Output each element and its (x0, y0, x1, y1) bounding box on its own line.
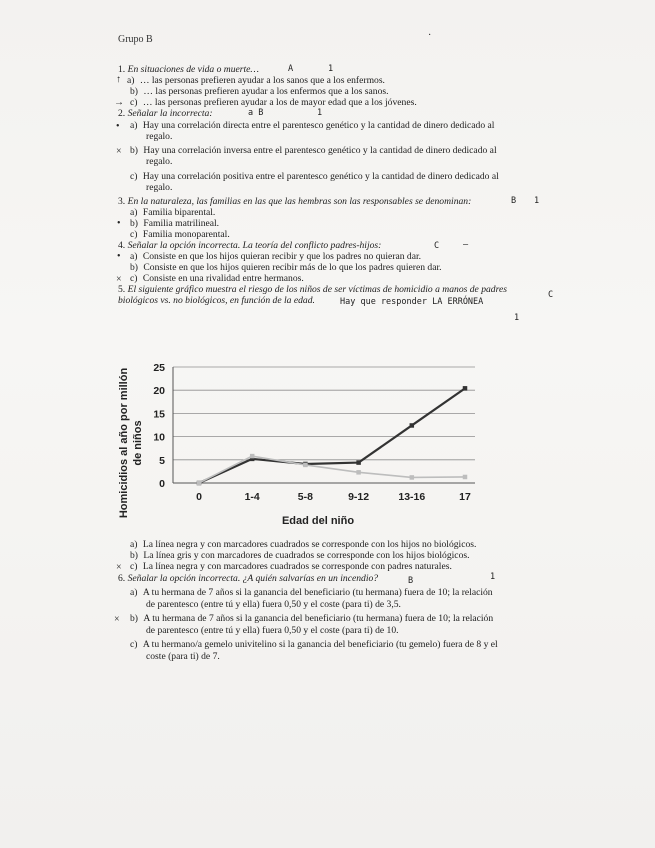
q2-handwritten-answer: a B (248, 108, 264, 118)
question-3: 3. En la naturaleza, las familias en las que las hembras son las responsables se denominan: (118, 196, 472, 207)
x-tick-label-9-12: 9-12 (348, 491, 370, 503)
q5-handwritten-note: Hay que responder LA ERRÓNEA (340, 297, 484, 307)
q5-option-c: c) La línea negra y con marcadores cuadrados se corresponde con padres naturales. (130, 561, 452, 572)
q1-option-a-mark: ↑ (116, 74, 121, 85)
x-tick-label-1-4: 1-4 (244, 491, 260, 503)
q1-option-b: b) … las personas prefieren ayudar a los enfermos que a los sanos. (130, 86, 389, 97)
q2-option-c-cont: regalo. (146, 182, 173, 193)
x-tick-label-5-8: 5-8 (297, 491, 313, 503)
x-tick-label-0: 0 (196, 491, 202, 503)
q3-score: 1 (534, 196, 540, 206)
q1-handwritten-answer: A (288, 64, 294, 74)
chart-ylabel-line2: de niños (132, 420, 144, 466)
q2-option-b-cont: regalo. (146, 156, 173, 167)
q4-option-a: a) Consiste en que los hijos quieran recibir y que los padres no quieran dar. (130, 251, 422, 262)
y-tick-label-10: 10 (153, 431, 165, 444)
y-tick-label-15: 15 (153, 408, 165, 421)
question-1: 1. En situaciones de vida o muerte… (118, 64, 259, 75)
question-4-text: Señalar la opción incorrecta. La teoría del conflicto padres-hijos: (127, 240, 382, 251)
question-1-text: En situaciones de vida o muerte… (127, 64, 259, 75)
chart-xlabel: Edad del niño (281, 515, 355, 527)
q2-option-a-cont: regalo. (146, 131, 173, 142)
series-point-black-square-line-13-16 (410, 423, 415, 428)
q4-option-a-mark: • (117, 251, 121, 262)
y-tick-label-20: 20 (153, 385, 165, 398)
homicide-chart (115, 355, 485, 535)
q3-handwritten-answer: B (511, 196, 517, 206)
q5-option-a: a) La línea negra y con marcadores cuadrados se corresponde con los hijos no biológicos. (130, 539, 477, 550)
chart-grid (173, 367, 475, 483)
q5-answer-mark: C (548, 290, 554, 300)
y-tick-label-25: 25 (153, 362, 165, 374)
chart-ylabel-line1: Homicidios al año por millón (118, 367, 130, 519)
question-2: 2. Señalar la incorrecta: (118, 108, 213, 119)
x-tick-label-13-16: 13-16 (398, 491, 426, 503)
q6-option-a: a) A tu hermana de 7 años si la ganancia del beneficiario (tu hermana) fuera de 10; la relación (130, 587, 493, 598)
question-4: 4. Señalar la opción incorrecta. La teoría del conflicto padres-hijos: (118, 240, 382, 251)
chart-lines (197, 386, 468, 485)
q4-option-b: b) Consiste en que los hijos quieren recibir más de lo que los padres quieren dar. (130, 262, 442, 273)
y-tick-label-0: 0 (159, 478, 165, 490)
q6-option-c-cont: coste (para ti) de 7. (146, 651, 220, 662)
q6-option-b-cont: de parentesco (entre tú y ella) fuera 0,50 y el coste (para ti) de 10. (146, 625, 399, 636)
series-point-gray-square-line-1-4 (250, 454, 255, 459)
q5-option-c-mark: × (116, 562, 122, 573)
y-tick-label-5: 5 (159, 454, 165, 467)
q2-option-c: c) Hay una correlación positiva entre el parentesco genético y la cantidad de dinero dedicado al (130, 171, 499, 182)
q4-handwritten-answer: C (434, 241, 440, 251)
q2-score: 1 (317, 108, 323, 118)
q6-handwritten-answer: B (408, 576, 414, 586)
series-point-black-square-line-17 (463, 386, 468, 391)
q5-option-b: b) La línea gris y con marcadores de cuadrados se corresponde con los hijos biológicos. (130, 550, 470, 561)
group-label: Grupo B (118, 34, 153, 45)
q4-score: – (463, 240, 469, 250)
question-5: 5. El siguiente gráfico muestra el riesgo de los niños de ser víctimas de homicidio a manos de padres (118, 284, 507, 295)
question-6: 6. Señalar la opción incorrecta. ¿A quién salvarías en un incendio? (118, 573, 379, 584)
q2-option-a: a) Hay una correlación directa entre el parentesco genético y la cantidad de dinero dedicado al (130, 120, 495, 131)
series-point-gray-square-line-5-8 (303, 463, 308, 468)
series-point-gray-square-line-9-12 (356, 470, 361, 475)
q6-score: 1 (490, 572, 496, 582)
q1-option-a: a) … las personas prefieren ayudar a los sanos que a los enfermos. (127, 75, 385, 86)
q6-option-a-cont: de parentesco (entre tú y ella) fuera 0,50 y el coste (para ti) de 3,5. (146, 599, 401, 610)
question-5-text-cont: biológicos vs. no biológicos, en función de la edad. (118, 295, 315, 306)
question-5-text: El siguiente gráfico muestra el riesgo de los niños de ser víctimas de homicidio a manos de padres (127, 284, 507, 295)
q4-option-c-mark: × (116, 274, 122, 285)
question-6-text: Señalar la opción incorrecta. ¿A quién salvarías en un incendio? (127, 573, 379, 584)
q3-option-b-mark: • (117, 218, 121, 229)
q3-option-c: c) Familia monoparental. (130, 229, 230, 240)
q6-option-b-mark: × (114, 614, 120, 625)
x-tick-label-17: 17 (459, 491, 471, 503)
series-point-gray-square-line-0 (197, 481, 202, 486)
q1-score: 1 (328, 64, 334, 74)
q2-option-a-mark: • (116, 121, 120, 132)
question-2-text: Señalar la incorrecta: (127, 108, 213, 119)
q2-option-b-mark: × (116, 146, 122, 157)
q1-option-c-mark: → (114, 97, 124, 108)
corner-mark: · (428, 30, 432, 41)
series-point-gray-square-line-13-16 (410, 475, 415, 480)
q5-score: 1 (514, 313, 520, 323)
q2-option-b: b) Hay una correlación inversa entre el parentesco genético y la cantidad de dinero dedicado al (130, 145, 497, 156)
question-3-text: En la naturaleza, las familias en las que las hembras son las responsables se denominan: (127, 196, 472, 207)
series-point-gray-square-line-17 (463, 475, 468, 480)
q3-option-a: a) Familia biparental. (130, 207, 216, 218)
q1-option-c: c) … las personas prefieren ayudar a los de mayor edad que a los jóvenes. (130, 97, 417, 108)
series-point-black-square-line-9-12 (356, 460, 361, 465)
q6-option-b: b) A tu hermana de 7 años si la ganancia del beneficiario (tu hermana) fuera de 10; la relación (130, 613, 494, 624)
q3-option-b: b) Familia matrilineal. (130, 218, 220, 229)
q4-option-c: c) Consiste en una rivalidad entre hermanos. (130, 273, 304, 284)
q6-option-c: c) A tu hermano/a gemelo univitelino si la ganancia del beneficiario (tu gemelo) fuera de 8 y el (130, 639, 498, 650)
